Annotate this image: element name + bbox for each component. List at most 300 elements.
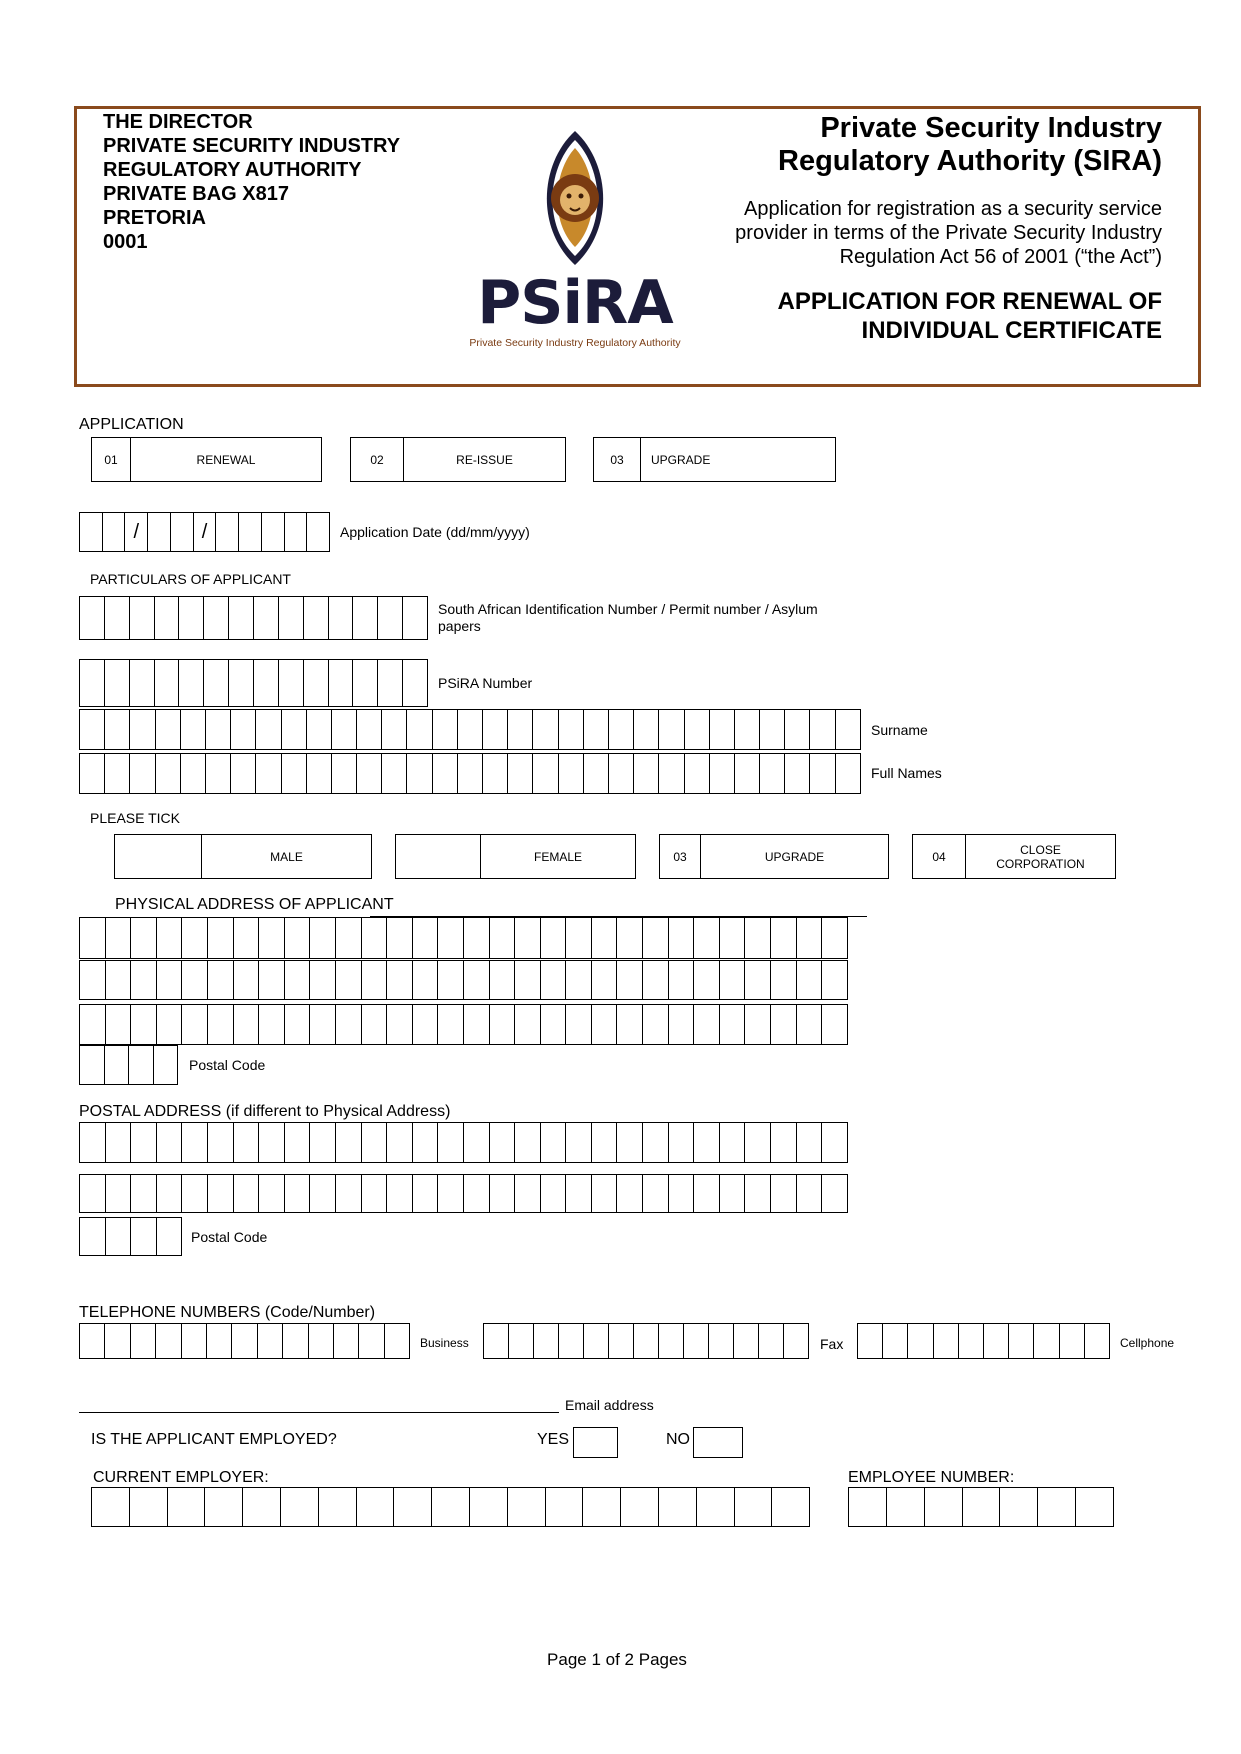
input-cell[interactable] bbox=[849, 1488, 887, 1526]
tick-male[interactable] bbox=[114, 834, 372, 879]
input-cell[interactable] bbox=[154, 1046, 179, 1084]
input-cell[interactable] bbox=[256, 754, 281, 793]
input-cell[interactable] bbox=[382, 710, 407, 749]
input-cell[interactable] bbox=[234, 1123, 260, 1162]
input-cell[interactable] bbox=[771, 1005, 797, 1044]
input-cell[interactable] bbox=[464, 1123, 490, 1162]
input-cell[interactable] bbox=[285, 1123, 311, 1162]
input-cell[interactable] bbox=[621, 1488, 659, 1526]
input-cell[interactable] bbox=[105, 710, 130, 749]
input-cell[interactable] bbox=[515, 1005, 541, 1044]
input-cell[interactable] bbox=[80, 961, 106, 999]
input-cell[interactable] bbox=[208, 918, 234, 958]
input-cell[interactable] bbox=[130, 1488, 168, 1526]
input-cell[interactable] bbox=[362, 1123, 388, 1162]
input-cell[interactable] bbox=[259, 1175, 285, 1212]
input-cell[interactable] bbox=[387, 1175, 413, 1212]
input-cell[interactable] bbox=[310, 1175, 336, 1212]
input-cell[interactable] bbox=[710, 710, 735, 749]
input-cell[interactable] bbox=[204, 660, 229, 706]
fax-field[interactable] bbox=[483, 1323, 809, 1359]
input-cell[interactable] bbox=[105, 1046, 130, 1084]
input-cell[interactable] bbox=[205, 1488, 243, 1526]
input-cell[interactable] bbox=[617, 1005, 643, 1044]
input-cell[interactable] bbox=[720, 961, 746, 999]
input-cell[interactable] bbox=[307, 710, 332, 749]
input-cell[interactable] bbox=[609, 710, 634, 749]
input-cell[interactable] bbox=[822, 1005, 848, 1044]
input-cell[interactable] bbox=[438, 961, 464, 999]
input-cell[interactable] bbox=[80, 754, 105, 793]
input-cell[interactable] bbox=[694, 961, 720, 999]
input-cell[interactable] bbox=[659, 754, 684, 793]
input-cell[interactable] bbox=[433, 710, 458, 749]
input-cell[interactable] bbox=[206, 710, 231, 749]
input-cell[interactable] bbox=[413, 1175, 439, 1212]
input-cell[interactable] bbox=[720, 918, 746, 958]
input-cell[interactable] bbox=[157, 1218, 183, 1255]
tick-close-corporation[interactable] bbox=[912, 834, 1116, 879]
input-cell[interactable] bbox=[362, 1175, 388, 1212]
input-cell[interactable] bbox=[745, 961, 771, 999]
input-cell[interactable] bbox=[179, 660, 204, 706]
input-cell[interactable] bbox=[617, 1123, 643, 1162]
input-cell[interactable] bbox=[131, 918, 157, 958]
input-cell[interactable] bbox=[433, 754, 458, 793]
tick-female[interactable] bbox=[395, 834, 636, 879]
input-cell[interactable] bbox=[566, 961, 592, 999]
input-cell[interactable] bbox=[171, 513, 194, 551]
input-cell[interactable] bbox=[694, 1005, 720, 1044]
input-cell[interactable] bbox=[259, 1123, 285, 1162]
option-renewal[interactable] bbox=[91, 437, 322, 482]
input-cell[interactable] bbox=[490, 961, 516, 999]
input-cell[interactable] bbox=[106, 1218, 132, 1255]
input-cell[interactable] bbox=[357, 1488, 395, 1526]
input-cell[interactable] bbox=[105, 597, 130, 639]
input-cell[interactable] bbox=[310, 1123, 336, 1162]
physical-address-line-3[interactable] bbox=[79, 1004, 848, 1045]
input-cell[interactable] bbox=[307, 513, 330, 551]
input-cell[interactable] bbox=[458, 754, 483, 793]
input-cell[interactable] bbox=[669, 1005, 695, 1044]
input-cell[interactable] bbox=[694, 1123, 720, 1162]
input-cell[interactable] bbox=[515, 961, 541, 999]
input-cell[interactable] bbox=[80, 1046, 105, 1084]
input-cell[interactable] bbox=[735, 1488, 773, 1526]
psira-number-field[interactable] bbox=[79, 659, 428, 707]
input-cell[interactable] bbox=[541, 1175, 567, 1212]
input-cell[interactable] bbox=[508, 1488, 546, 1526]
input-cell[interactable] bbox=[541, 961, 567, 999]
input-cell[interactable] bbox=[720, 1123, 746, 1162]
input-cell[interactable] bbox=[105, 660, 130, 706]
input-cell[interactable] bbox=[285, 513, 308, 551]
input-cell[interactable] bbox=[735, 710, 760, 749]
input-cell[interactable] bbox=[745, 1123, 771, 1162]
input-cell[interactable] bbox=[592, 1005, 618, 1044]
input-cell[interactable] bbox=[80, 1005, 106, 1044]
input-cell[interactable] bbox=[332, 754, 357, 793]
input-cell[interactable] bbox=[1076, 1488, 1114, 1526]
input-cell[interactable] bbox=[771, 1175, 797, 1212]
input-cell[interactable] bbox=[80, 918, 106, 958]
input-cell[interactable] bbox=[157, 961, 183, 999]
input-cell[interactable] bbox=[131, 1123, 157, 1162]
input-cell[interactable] bbox=[387, 918, 413, 958]
input-cell[interactable] bbox=[362, 1005, 388, 1044]
input-cell[interactable] bbox=[584, 754, 609, 793]
input-cell[interactable] bbox=[156, 1324, 181, 1358]
input-cell[interactable] bbox=[182, 961, 208, 999]
option-re-issue[interactable] bbox=[350, 437, 566, 482]
input-cell[interactable] bbox=[234, 1175, 260, 1212]
input-cell[interactable] bbox=[772, 1488, 810, 1526]
input-cell[interactable] bbox=[559, 710, 584, 749]
input-cell[interactable] bbox=[357, 710, 382, 749]
input-cell[interactable] bbox=[105, 1324, 130, 1358]
input-cell[interactable] bbox=[181, 710, 206, 749]
input-cell[interactable] bbox=[182, 918, 208, 958]
input-cell[interactable] bbox=[908, 1324, 933, 1358]
current-employer-field[interactable] bbox=[91, 1487, 810, 1527]
input-cell[interactable] bbox=[464, 961, 490, 999]
input-cell[interactable] bbox=[310, 918, 336, 958]
input-cell[interactable] bbox=[157, 918, 183, 958]
input-cell[interactable] bbox=[413, 918, 439, 958]
input-cell[interactable] bbox=[438, 1175, 464, 1212]
input-cell[interactable] bbox=[131, 1324, 156, 1358]
input-cell[interactable] bbox=[735, 754, 760, 793]
input-cell[interactable] bbox=[407, 754, 432, 793]
input-cell[interactable] bbox=[810, 754, 835, 793]
input-cell[interactable] bbox=[336, 1175, 362, 1212]
input-cell[interactable] bbox=[1060, 1324, 1085, 1358]
input-cell[interactable] bbox=[80, 597, 105, 639]
input-cell[interactable] bbox=[80, 1123, 106, 1162]
input-cell[interactable] bbox=[362, 918, 388, 958]
input-cell[interactable] bbox=[533, 754, 558, 793]
input-cell[interactable] bbox=[464, 918, 490, 958]
tick-upgrade[interactable] bbox=[659, 834, 889, 879]
input-cell[interactable] bbox=[353, 660, 378, 706]
input-cell[interactable] bbox=[106, 1005, 132, 1044]
input-cell[interactable] bbox=[760, 754, 785, 793]
input-cell[interactable] bbox=[329, 660, 354, 706]
input-cell[interactable] bbox=[546, 1488, 584, 1526]
input-cell[interactable] bbox=[643, 961, 669, 999]
input-cell[interactable] bbox=[156, 754, 181, 793]
input-cell[interactable] bbox=[353, 597, 378, 639]
input-cell[interactable] bbox=[771, 918, 797, 958]
input-cell[interactable] bbox=[438, 918, 464, 958]
input-cell[interactable] bbox=[541, 918, 567, 958]
input-cell[interactable] bbox=[685, 754, 710, 793]
input-cell[interactable] bbox=[336, 1005, 362, 1044]
input-cell[interactable] bbox=[458, 710, 483, 749]
input-cell[interactable] bbox=[80, 1324, 105, 1358]
input-cell[interactable] bbox=[254, 660, 279, 706]
input-cell[interactable] bbox=[509, 1324, 534, 1358]
input-cell[interactable] bbox=[760, 710, 785, 749]
input-cell[interactable] bbox=[887, 1488, 925, 1526]
input-cell[interactable] bbox=[385, 1324, 410, 1358]
input-cell[interactable] bbox=[559, 1324, 584, 1358]
input-cell[interactable] bbox=[1009, 1324, 1034, 1358]
input-cell[interactable] bbox=[1034, 1324, 1059, 1358]
input-cell[interactable] bbox=[822, 1123, 848, 1162]
input-cell[interactable] bbox=[694, 918, 720, 958]
input-cell[interactable] bbox=[310, 1005, 336, 1044]
input-cell[interactable] bbox=[239, 513, 262, 551]
input-cell[interactable] bbox=[617, 1175, 643, 1212]
input-cell[interactable] bbox=[254, 597, 279, 639]
input-cell[interactable] bbox=[659, 1488, 697, 1526]
input-cell[interactable] bbox=[592, 1175, 618, 1212]
input-cell[interactable] bbox=[307, 754, 332, 793]
input-cell[interactable] bbox=[259, 961, 285, 999]
input-cell[interactable] bbox=[329, 597, 354, 639]
input-cell[interactable] bbox=[279, 660, 304, 706]
input-cell[interactable] bbox=[797, 1005, 823, 1044]
input-cell[interactable] bbox=[387, 961, 413, 999]
input-cell[interactable] bbox=[80, 1218, 106, 1255]
id-number-field[interactable] bbox=[79, 596, 428, 640]
postal-postal-code-field[interactable] bbox=[79, 1217, 182, 1256]
input-cell[interactable] bbox=[106, 1123, 132, 1162]
input-cell[interactable] bbox=[258, 1324, 283, 1358]
input-cell[interactable] bbox=[541, 1123, 567, 1162]
input-cell[interactable] bbox=[771, 1123, 797, 1162]
input-cell[interactable] bbox=[810, 710, 835, 749]
input-cell[interactable] bbox=[106, 961, 132, 999]
input-cell[interactable] bbox=[566, 1005, 592, 1044]
input-cell[interactable] bbox=[179, 597, 204, 639]
input-cell[interactable] bbox=[797, 1175, 823, 1212]
input-cell[interactable] bbox=[822, 918, 848, 958]
input-cell[interactable] bbox=[934, 1324, 959, 1358]
input-cell[interactable] bbox=[234, 961, 260, 999]
yes-checkbox[interactable] bbox=[573, 1427, 618, 1458]
physical-postal-code-field[interactable] bbox=[79, 1045, 178, 1085]
input-cell[interactable] bbox=[643, 1005, 669, 1044]
input-cell[interactable] bbox=[130, 710, 155, 749]
input-cell[interactable] bbox=[592, 961, 618, 999]
employee-number-field[interactable] bbox=[848, 1487, 1114, 1527]
input-cell[interactable] bbox=[155, 597, 180, 639]
input-cell[interactable] bbox=[643, 1123, 669, 1162]
input-cell[interactable] bbox=[403, 660, 428, 706]
application-date-field[interactable] bbox=[79, 512, 330, 552]
input-cell[interactable] bbox=[359, 1324, 384, 1358]
input-cell[interactable] bbox=[634, 710, 659, 749]
input-cell[interactable] bbox=[92, 1488, 130, 1526]
input-cell[interactable] bbox=[771, 961, 797, 999]
input-cell[interactable] bbox=[617, 918, 643, 958]
input-cell[interactable] bbox=[231, 754, 256, 793]
input-cell[interactable] bbox=[285, 1175, 311, 1212]
input-cell[interactable] bbox=[259, 1005, 285, 1044]
input-cell[interactable] bbox=[131, 961, 157, 999]
input-cell[interactable] bbox=[710, 754, 735, 793]
input-cell[interactable] bbox=[157, 1005, 183, 1044]
no-checkbox[interactable] bbox=[693, 1427, 743, 1458]
input-cell[interactable] bbox=[1085, 1324, 1110, 1358]
input-cell[interactable] bbox=[669, 918, 695, 958]
input-cell[interactable] bbox=[131, 1175, 157, 1212]
input-cell[interactable] bbox=[304, 660, 329, 706]
input-cell[interactable] bbox=[697, 1488, 735, 1526]
input-cell[interactable] bbox=[234, 918, 260, 958]
input-cell[interactable] bbox=[963, 1488, 1001, 1526]
full-names-field[interactable] bbox=[79, 753, 861, 794]
input-cell[interactable] bbox=[541, 1005, 567, 1044]
input-cell[interactable] bbox=[281, 1488, 319, 1526]
input-cell[interactable] bbox=[403, 597, 428, 639]
input-cell[interactable] bbox=[362, 961, 388, 999]
input-cell[interactable] bbox=[822, 961, 848, 999]
input-cell[interactable] bbox=[797, 961, 823, 999]
input-cell[interactable] bbox=[515, 1175, 541, 1212]
input-cell[interactable] bbox=[785, 710, 810, 749]
input-cell[interactable] bbox=[490, 1175, 516, 1212]
input-cell[interactable] bbox=[508, 710, 533, 749]
input-cell[interactable] bbox=[378, 597, 403, 639]
input-cell[interactable] bbox=[515, 918, 541, 958]
input-cell[interactable] bbox=[836, 754, 861, 793]
input-cell[interactable] bbox=[413, 1123, 439, 1162]
input-cell[interactable] bbox=[262, 513, 285, 551]
input-cell[interactable] bbox=[182, 1175, 208, 1212]
input-cell[interactable] bbox=[256, 710, 281, 749]
input-cell[interactable] bbox=[156, 710, 181, 749]
input-cell[interactable] bbox=[784, 1324, 809, 1358]
input-cell[interactable] bbox=[282, 710, 307, 749]
input-cell[interactable] bbox=[508, 754, 533, 793]
input-cell[interactable] bbox=[643, 1175, 669, 1212]
input-cell[interactable] bbox=[407, 710, 432, 749]
input-cell[interactable] bbox=[310, 961, 336, 999]
input-cell[interactable] bbox=[592, 1123, 618, 1162]
input-cell[interactable] bbox=[1000, 1488, 1038, 1526]
input-cell[interactable] bbox=[483, 754, 508, 793]
input-cell[interactable] bbox=[204, 597, 229, 639]
input-cell[interactable] bbox=[709, 1324, 734, 1358]
physical-address-line-1[interactable] bbox=[79, 917, 848, 959]
input-cell[interactable] bbox=[155, 660, 180, 706]
input-cell[interactable] bbox=[483, 710, 508, 749]
input-cell[interactable] bbox=[208, 1123, 234, 1162]
input-cell[interactable] bbox=[566, 1175, 592, 1212]
input-cell[interactable] bbox=[130, 754, 155, 793]
input-cell[interactable] bbox=[285, 1005, 311, 1044]
input-cell[interactable] bbox=[232, 1324, 257, 1358]
input-cell[interactable] bbox=[559, 754, 584, 793]
input-cell[interactable] bbox=[106, 1175, 132, 1212]
input-cell[interactable] bbox=[566, 918, 592, 958]
input-cell[interactable] bbox=[858, 1324, 883, 1358]
surname-field[interactable] bbox=[79, 709, 861, 750]
input-cell[interactable] bbox=[182, 1005, 208, 1044]
input-cell[interactable] bbox=[836, 710, 861, 749]
input-cell[interactable] bbox=[157, 1123, 183, 1162]
option-upgrade[interactable] bbox=[593, 437, 836, 482]
input-cell[interactable] bbox=[566, 1123, 592, 1162]
input-cell[interactable] bbox=[609, 754, 634, 793]
input-cell[interactable] bbox=[332, 710, 357, 749]
input-cell[interactable] bbox=[206, 754, 231, 793]
input-cell[interactable] bbox=[285, 961, 311, 999]
input-cell[interactable] bbox=[207, 1324, 232, 1358]
input-cell[interactable] bbox=[336, 918, 362, 958]
input-cell[interactable] bbox=[130, 597, 155, 639]
input-cell[interactable] bbox=[490, 1123, 516, 1162]
input-cell[interactable] bbox=[745, 1175, 771, 1212]
input-cell[interactable] bbox=[822, 1175, 848, 1212]
input-cell[interactable] bbox=[720, 1005, 746, 1044]
input-cell[interactable] bbox=[413, 961, 439, 999]
input-cell[interactable] bbox=[148, 513, 171, 551]
input-cell[interactable] bbox=[484, 1324, 509, 1358]
input-cell[interactable] bbox=[490, 1005, 516, 1044]
input-cell[interactable] bbox=[80, 513, 103, 551]
input-cell[interactable] bbox=[634, 1324, 659, 1358]
input-cell[interactable] bbox=[208, 961, 234, 999]
input-cell[interactable] bbox=[279, 597, 304, 639]
input-cell[interactable] bbox=[334, 1324, 359, 1358]
input-cell[interactable] bbox=[797, 918, 823, 958]
input-cell[interactable] bbox=[515, 1123, 541, 1162]
input-cell[interactable] bbox=[229, 597, 254, 639]
input-cell[interactable] bbox=[984, 1324, 1009, 1358]
input-cell[interactable] bbox=[634, 754, 659, 793]
input-cell[interactable] bbox=[181, 754, 206, 793]
input-cell[interactable] bbox=[131, 1005, 157, 1044]
input-cell[interactable] bbox=[659, 710, 684, 749]
input-cell[interactable] bbox=[387, 1123, 413, 1162]
input-cell[interactable] bbox=[394, 1488, 432, 1526]
input-cell[interactable] bbox=[464, 1175, 490, 1212]
input-cell[interactable] bbox=[925, 1488, 963, 1526]
input-cell[interactable] bbox=[659, 1324, 684, 1358]
input-cell[interactable] bbox=[684, 1324, 709, 1358]
input-cell[interactable] bbox=[131, 1218, 157, 1255]
input-cell[interactable] bbox=[336, 961, 362, 999]
input-cell[interactable] bbox=[533, 710, 558, 749]
input-cell[interactable] bbox=[103, 513, 126, 551]
input-cell[interactable] bbox=[438, 1005, 464, 1044]
input-cell[interactable] bbox=[283, 1324, 308, 1358]
input-cell[interactable] bbox=[759, 1324, 784, 1358]
input-cell[interactable] bbox=[229, 660, 254, 706]
input-cell[interactable] bbox=[785, 754, 810, 793]
input-cell[interactable] bbox=[282, 754, 307, 793]
input-cell[interactable] bbox=[745, 918, 771, 958]
input-cell[interactable] bbox=[470, 1488, 508, 1526]
input-cell[interactable] bbox=[378, 660, 403, 706]
input-cell[interactable] bbox=[106, 918, 132, 958]
input-cell[interactable] bbox=[231, 710, 256, 749]
input-cell[interactable] bbox=[1038, 1488, 1076, 1526]
input-cell[interactable] bbox=[534, 1324, 559, 1358]
input-cell[interactable] bbox=[413, 1005, 439, 1044]
input-cell[interactable] bbox=[259, 918, 285, 958]
input-cell[interactable] bbox=[583, 1488, 621, 1526]
input-cell[interactable] bbox=[208, 1005, 234, 1044]
input-cell[interactable] bbox=[80, 1175, 106, 1212]
email-field[interactable] bbox=[79, 1412, 559, 1413]
input-cell[interactable] bbox=[309, 1324, 334, 1358]
